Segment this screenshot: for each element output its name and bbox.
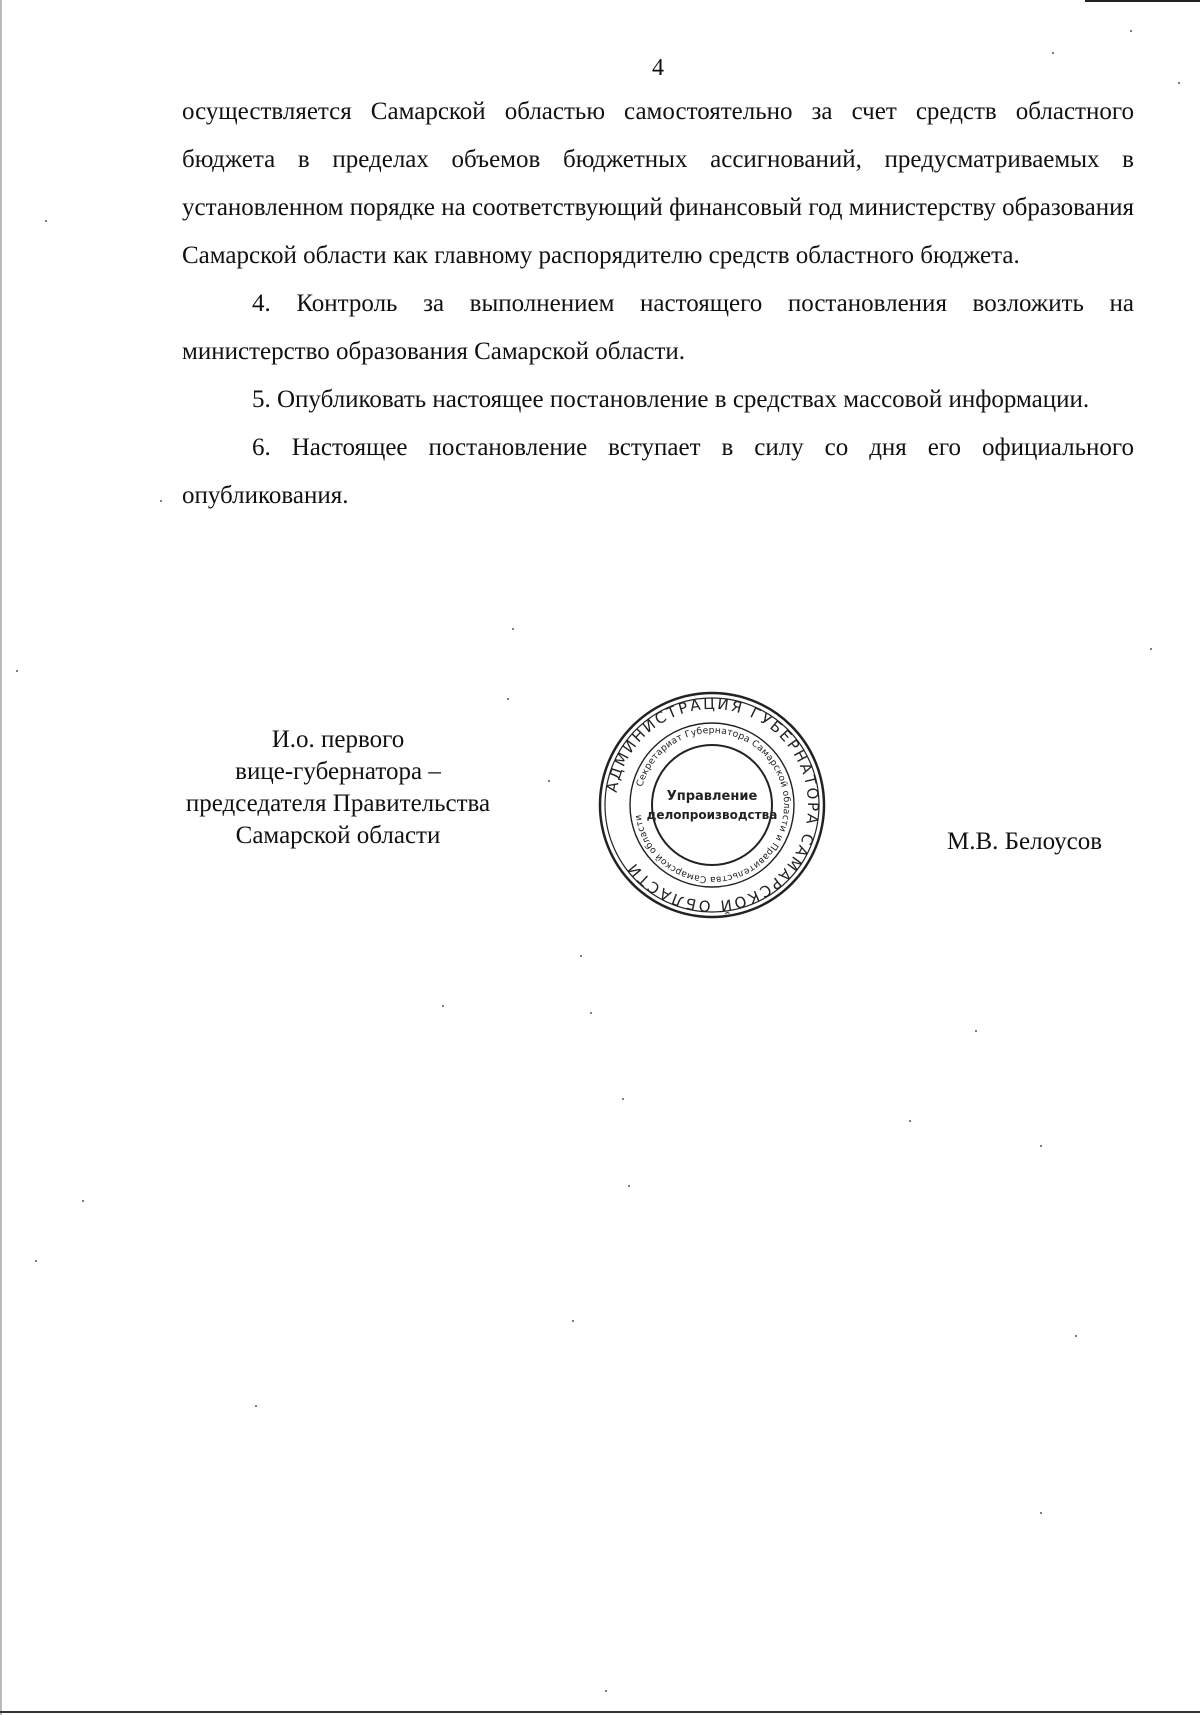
signatory-title-line: вице-губернатора –: [235, 758, 441, 785]
scan-speck: [1052, 52, 1054, 54]
scan-speck: [1075, 1335, 1077, 1337]
official-stamp: [596, 689, 828, 921]
paragraph-item-5: 5. Опубликовать настоящее постановление в средствах массовой информации.: [252, 386, 1090, 413]
scan-speck: [1178, 82, 1180, 84]
stamp-inner-text: Секретариат Губернатора Самарской области и Правительства Самарской области: [632, 724, 793, 886]
stamp-outer-text: АДМИНИСТРАЦИЯ ГУБЕРНАТОРА САМАРСКОЙ ОБЛАСТИ: [602, 694, 823, 916]
scan-speck: [35, 1260, 37, 1262]
scan-speck: [1040, 1512, 1042, 1514]
paragraph-item-6: 6. Настоящее постановление вступает в силу со дня его официального опубликования.: [182, 434, 1134, 509]
scan-speck: [909, 1120, 911, 1122]
signatory-title-line: Самарской области: [235, 822, 441, 849]
paragraph-continuation: осуществляется Самарской областью самостоятельно за счет средств областного бюджета в пределах объемов бюджетных ассигнований, предусматриваемых в установленном порядке на соответствующий финансовый год министерству образования Самарской области как главному распорядителю средств областного бюджета.: [182, 98, 1134, 269]
scan-speck: [16, 670, 18, 672]
scan-speck: [1130, 30, 1132, 32]
scan-speck: [975, 1030, 977, 1032]
scan-speck: [572, 1320, 574, 1322]
scan-speck: [1150, 648, 1152, 650]
stamp-inner-ring: [652, 745, 772, 865]
signatory-title-line: И.о. первого: [271, 726, 405, 753]
signatory-title-line: председателя Правительства: [185, 790, 491, 817]
scan-edge-left: [0, 0, 2, 1715]
scan-speck: [590, 1012, 592, 1014]
scan-speck: [507, 698, 509, 700]
stamp-center-line-2: делопроизводства: [646, 808, 778, 822]
document-body: [182, 88, 1134, 520]
scan-speck: [512, 628, 514, 630]
scan-speck: [45, 220, 47, 222]
scan-speck: [255, 1405, 257, 1407]
scan-speck: [82, 1200, 84, 1202]
signatory-title: [128, 724, 548, 852]
scan-speck: [580, 955, 582, 957]
scan-speck: [160, 500, 162, 502]
stamp-middle-ring: [630, 723, 794, 887]
scan-speck: [548, 780, 550, 782]
stamp-center-line-1: Управление: [666, 789, 758, 804]
scan-speck: [622, 1098, 624, 1100]
scan-speck: [442, 1005, 444, 1007]
scan-speck: [1040, 1145, 1042, 1147]
page-number: 4: [652, 55, 664, 81]
scan-speck: [628, 1185, 630, 1187]
scan-edge-bottom: [0, 1711, 1200, 1713]
signatory-name: М.В. Белоусов: [947, 828, 1103, 855]
scan-speck: [605, 1690, 607, 1692]
paragraph-item-4: 4. Контроль за выполнением настоящего постановления возложить на министерство образования Самарской области.: [182, 290, 1134, 365]
scan-edge-top: [1085, 0, 1200, 2]
